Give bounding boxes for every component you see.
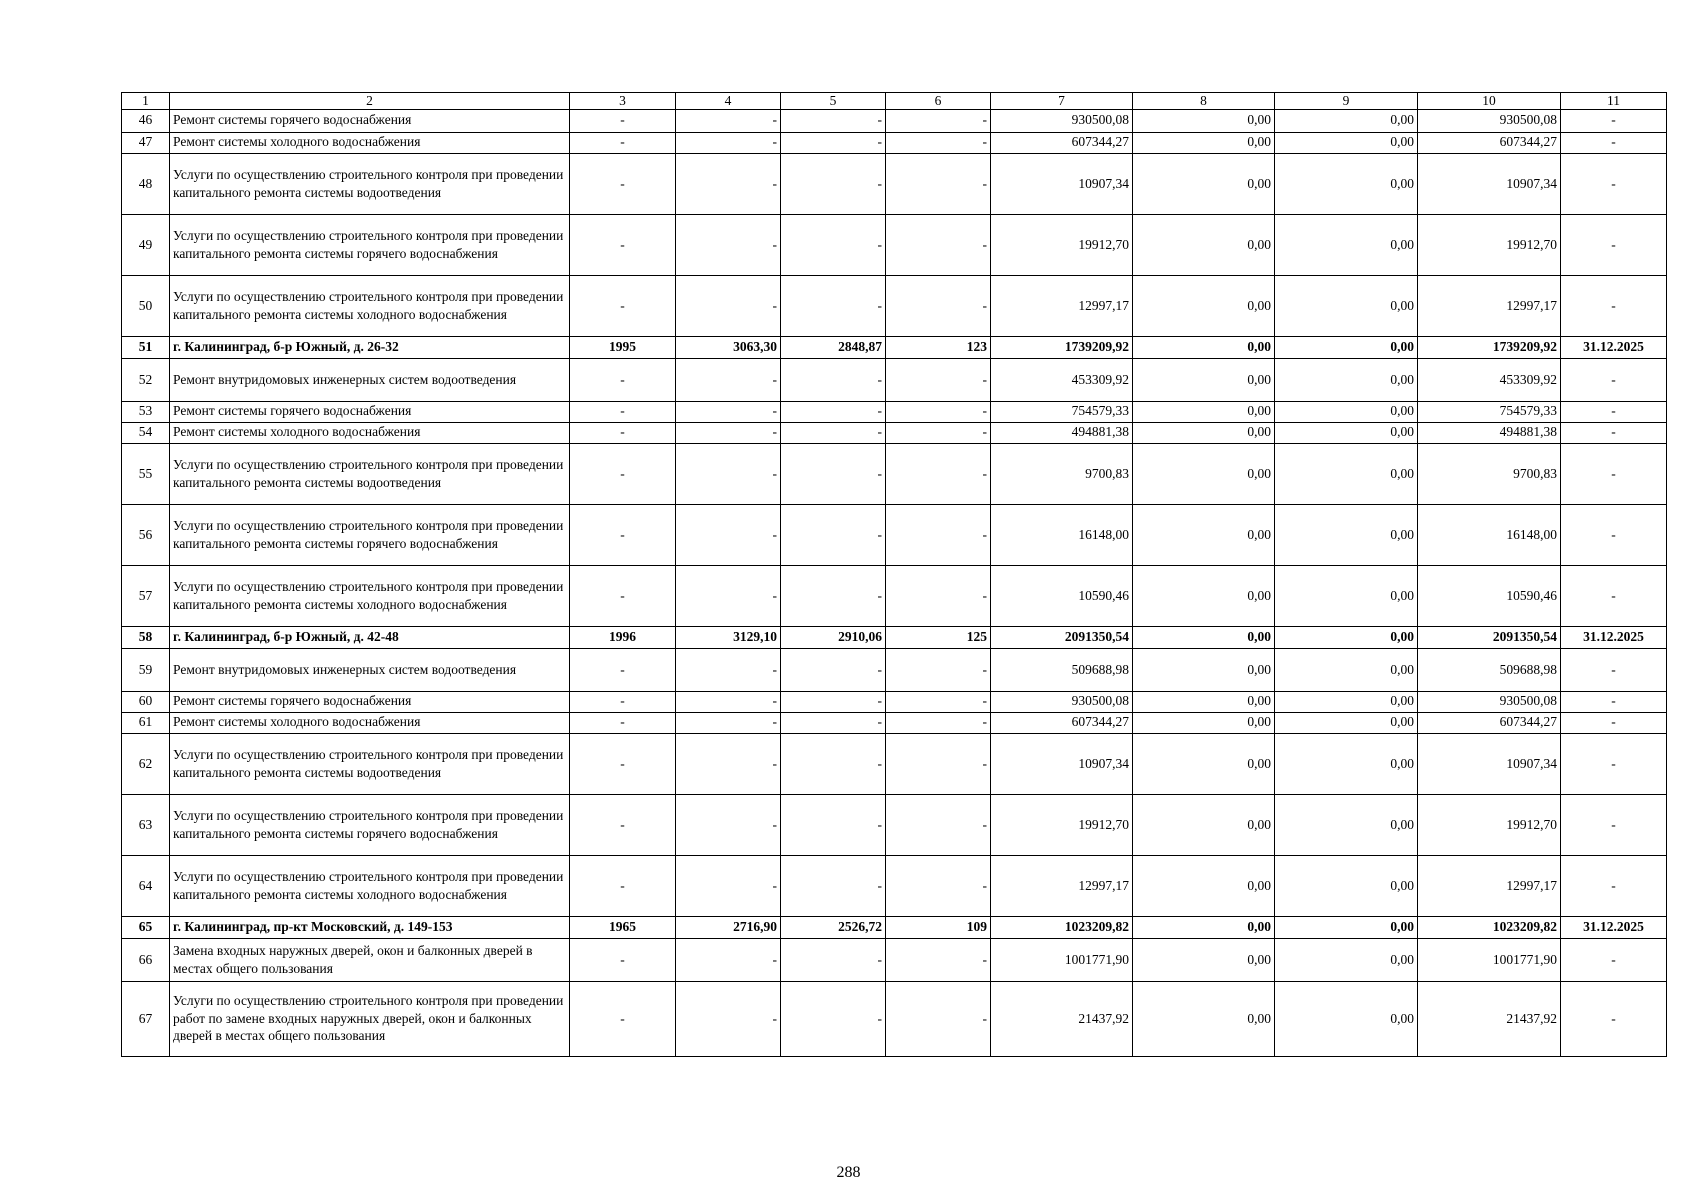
year-cell: - <box>570 712 676 733</box>
residents-cell: 109 <box>886 916 991 938</box>
year-cell: - <box>570 275 676 336</box>
budget-cell: 0,00 <box>1275 275 1418 336</box>
budget-cell: 0,00 <box>1275 712 1418 733</box>
row-number-cell: 46 <box>122 109 170 132</box>
work-row <box>122 214 1667 275</box>
fund-cell: 0,00 <box>1133 733 1275 794</box>
work-name-cell: Услуги по осуществлению строительного контроля при проведении капитального ремонта системы холодного водоснабжения <box>170 275 570 336</box>
column-number-cell: 4 <box>676 93 781 110</box>
total-area-cell: - <box>676 855 781 916</box>
owners-funds-cell: 21437,92 <box>1418 981 1561 1056</box>
owners-funds-cell: 10907,34 <box>1418 733 1561 794</box>
total-area-cell: - <box>676 691 781 712</box>
deadline-cell: 31.12.2025 <box>1561 626 1667 648</box>
total-area-cell: - <box>676 153 781 214</box>
budget-cell: 0,00 <box>1275 109 1418 132</box>
year-cell: - <box>570 422 676 443</box>
owners-funds-cell: 930500,08 <box>1418 691 1561 712</box>
living-area-cell: - <box>781 214 886 275</box>
work-name-cell: г. Калининград, б-р Южный, д. 42-48 <box>170 626 570 648</box>
living-area-cell: - <box>781 443 886 504</box>
work-name-cell: г. Калининград, пр-кт Московский, д. 149-153 <box>170 916 570 938</box>
budget-cell: 0,00 <box>1275 443 1418 504</box>
fund-cell: 0,00 <box>1133 504 1275 565</box>
residents-cell: - <box>886 153 991 214</box>
residents-cell: - <box>886 214 991 275</box>
row-number-cell: 57 <box>122 565 170 626</box>
work-name-cell: Услуги по осуществлению строительного контроля при проведении капитального ремонта системы водоотведения <box>170 733 570 794</box>
owners-funds-cell: 509688,98 <box>1418 648 1561 691</box>
year-cell: - <box>570 132 676 153</box>
fund-cell: 0,00 <box>1133 275 1275 336</box>
fund-cell: 0,00 <box>1133 916 1275 938</box>
fund-cell: 0,00 <box>1133 855 1275 916</box>
living-area-cell: - <box>781 275 886 336</box>
year-cell: - <box>570 981 676 1056</box>
residents-cell: - <box>886 712 991 733</box>
fund-cell: 0,00 <box>1133 712 1275 733</box>
owners-funds-cell: 19912,70 <box>1418 794 1561 855</box>
work-name-cell: Ремонт системы холодного водоснабжения <box>170 422 570 443</box>
total-area-cell: - <box>676 733 781 794</box>
fund-cell: 0,00 <box>1133 794 1275 855</box>
residents-cell: 125 <box>886 626 991 648</box>
year-cell: - <box>570 443 676 504</box>
work-name-cell: Услуги по осуществлению строительного контроля при проведении капитального ремонта системы горячего водоснабжения <box>170 504 570 565</box>
row-number-cell: 56 <box>122 504 170 565</box>
year-cell: - <box>570 504 676 565</box>
work-row <box>122 153 1667 214</box>
total-area-cell: - <box>676 712 781 733</box>
deadline-cell: - <box>1561 794 1667 855</box>
total-area-cell: - <box>676 648 781 691</box>
budget-cell: 0,00 <box>1275 336 1418 358</box>
deadline-cell: 31.12.2025 <box>1561 916 1667 938</box>
building-row <box>122 626 1667 648</box>
fund-cell: 0,00 <box>1133 981 1275 1056</box>
total-cost-cell: 1001771,90 <box>991 938 1133 981</box>
work-name-cell: Услуги по осуществлению строительного контроля при проведении капитального ремонта системы холодного водоснабжения <box>170 565 570 626</box>
owners-funds-cell: 607344,27 <box>1418 712 1561 733</box>
total-cost-cell: 494881,38 <box>991 422 1133 443</box>
owners-funds-cell: 930500,08 <box>1418 109 1561 132</box>
fund-cell: 0,00 <box>1133 938 1275 981</box>
residents-cell: - <box>886 981 991 1056</box>
living-area-cell: - <box>781 733 886 794</box>
fund-cell: 0,00 <box>1133 401 1275 422</box>
work-row <box>122 691 1667 712</box>
living-area-cell: - <box>781 132 886 153</box>
total-cost-cell: 607344,27 <box>991 712 1133 733</box>
owners-funds-cell: 12997,17 <box>1418 855 1561 916</box>
living-area-cell: - <box>781 109 886 132</box>
total-area-cell: - <box>676 358 781 401</box>
total-area-cell: 3129,10 <box>676 626 781 648</box>
year-cell: - <box>570 401 676 422</box>
work-row <box>122 981 1667 1056</box>
total-cost-cell: 453309,92 <box>991 358 1133 401</box>
residents-cell: - <box>886 855 991 916</box>
deadline-cell: - <box>1561 214 1667 275</box>
work-name-cell: Ремонт системы горячего водоснабжения <box>170 691 570 712</box>
residents-cell: - <box>886 401 991 422</box>
work-row <box>122 938 1667 981</box>
residents-cell: - <box>886 504 991 565</box>
total-cost-cell: 10590,46 <box>991 565 1133 626</box>
work-name-cell: Ремонт системы холодного водоснабжения <box>170 712 570 733</box>
total-area-cell: - <box>676 109 781 132</box>
year-cell: - <box>570 794 676 855</box>
residents-cell: - <box>886 275 991 336</box>
living-area-cell: - <box>781 855 886 916</box>
deadline-cell: - <box>1561 855 1667 916</box>
work-name-cell: Ремонт внутридомовых инженерных систем водоотведения <box>170 358 570 401</box>
work-name-cell: Услуги по осуществлению строительного контроля при проведении капитального ремонта системы водоотведения <box>170 443 570 504</box>
total-area-cell: - <box>676 443 781 504</box>
total-cost-cell: 16148,00 <box>991 504 1133 565</box>
deadline-cell: - <box>1561 712 1667 733</box>
work-row <box>122 132 1667 153</box>
deadline-cell: - <box>1561 981 1667 1056</box>
work-name-cell: Ремонт системы холодного водоснабжения <box>170 132 570 153</box>
row-number-cell: 61 <box>122 712 170 733</box>
deadline-cell: - <box>1561 691 1667 712</box>
owners-funds-cell: 10907,34 <box>1418 153 1561 214</box>
deadline-cell: - <box>1561 132 1667 153</box>
owners-funds-cell: 12997,17 <box>1418 275 1561 336</box>
work-row <box>122 794 1667 855</box>
year-cell: 1965 <box>570 916 676 938</box>
column-number-row <box>122 93 1667 110</box>
budget-cell: 0,00 <box>1275 855 1418 916</box>
row-number-cell: 65 <box>122 916 170 938</box>
work-row <box>122 565 1667 626</box>
total-area-cell: - <box>676 565 781 626</box>
total-cost-cell: 607344,27 <box>991 132 1133 153</box>
living-area-cell: - <box>781 981 886 1056</box>
year-cell: - <box>570 938 676 981</box>
work-row <box>122 358 1667 401</box>
row-number-cell: 50 <box>122 275 170 336</box>
total-area-cell: - <box>676 275 781 336</box>
living-area-cell: - <box>781 422 886 443</box>
living-area-cell: - <box>781 938 886 981</box>
budget-cell: 0,00 <box>1275 565 1418 626</box>
budget-cell: 0,00 <box>1275 794 1418 855</box>
total-area-cell: - <box>676 938 781 981</box>
total-cost-cell: 12997,17 <box>991 855 1133 916</box>
total-area-cell: - <box>676 214 781 275</box>
living-area-cell: - <box>781 794 886 855</box>
residents-cell: - <box>886 733 991 794</box>
total-cost-cell: 19912,70 <box>991 214 1133 275</box>
work-row <box>122 275 1667 336</box>
column-number-cell: 6 <box>886 93 991 110</box>
row-number-cell: 60 <box>122 691 170 712</box>
work-name-cell: Ремонт системы горячего водоснабжения <box>170 401 570 422</box>
living-area-cell: - <box>781 565 886 626</box>
column-number-cell: 9 <box>1275 93 1418 110</box>
year-cell: - <box>570 109 676 132</box>
owners-funds-cell: 494881,38 <box>1418 422 1561 443</box>
budget-cell: 0,00 <box>1275 938 1418 981</box>
fund-cell: 0,00 <box>1133 565 1275 626</box>
row-number-cell: 49 <box>122 214 170 275</box>
living-area-cell: - <box>781 691 886 712</box>
row-number-cell: 54 <box>122 422 170 443</box>
year-cell: - <box>570 214 676 275</box>
total-cost-cell: 10907,34 <box>991 153 1133 214</box>
budget-cell: 0,00 <box>1275 422 1418 443</box>
living-area-cell: - <box>781 401 886 422</box>
budget-cell: 0,00 <box>1275 401 1418 422</box>
deadline-cell: - <box>1561 358 1667 401</box>
deadline-cell: - <box>1561 422 1667 443</box>
deadline-cell: - <box>1561 565 1667 626</box>
column-number-cell: 3 <box>570 93 676 110</box>
owners-funds-cell: 1023209,82 <box>1418 916 1561 938</box>
work-name-cell: Услуги по осуществлению строительного контроля при проведении капитального ремонта системы горячего водоснабжения <box>170 794 570 855</box>
deadline-cell: 31.12.2025 <box>1561 336 1667 358</box>
total-cost-cell: 1739209,92 <box>991 336 1133 358</box>
column-number-cell: 7 <box>991 93 1133 110</box>
year-cell: 1995 <box>570 336 676 358</box>
work-row <box>122 109 1667 132</box>
column-number-cell: 2 <box>170 93 570 110</box>
fund-cell: 0,00 <box>1133 691 1275 712</box>
deadline-cell: - <box>1561 504 1667 565</box>
owners-funds-cell: 1001771,90 <box>1418 938 1561 981</box>
living-area-cell: 2526,72 <box>781 916 886 938</box>
year-cell: - <box>570 855 676 916</box>
living-area-cell: 2910,06 <box>781 626 886 648</box>
year-cell: - <box>570 733 676 794</box>
total-cost-cell: 509688,98 <box>991 648 1133 691</box>
total-area-cell: - <box>676 504 781 565</box>
residents-cell: - <box>886 691 991 712</box>
total-cost-cell: 21437,92 <box>991 981 1133 1056</box>
work-row <box>122 733 1667 794</box>
residents-cell: - <box>886 422 991 443</box>
residents-cell: - <box>886 109 991 132</box>
work-name-cell: Ремонт системы горячего водоснабжения <box>170 109 570 132</box>
fund-cell: 0,00 <box>1133 443 1275 504</box>
living-area-cell: - <box>781 648 886 691</box>
residents-cell: 123 <box>886 336 991 358</box>
residents-cell: - <box>886 565 991 626</box>
year-cell: - <box>570 153 676 214</box>
building-row <box>122 336 1667 358</box>
budget-cell: 0,00 <box>1275 648 1418 691</box>
residents-cell: - <box>886 358 991 401</box>
living-area-cell: - <box>781 358 886 401</box>
row-number-cell: 47 <box>122 132 170 153</box>
budget-cell: 0,00 <box>1275 132 1418 153</box>
row-number-cell: 53 <box>122 401 170 422</box>
living-area-cell: 2848,87 <box>781 336 886 358</box>
budget-cell: 0,00 <box>1275 626 1418 648</box>
year-cell: 1996 <box>570 626 676 648</box>
residents-cell: - <box>886 443 991 504</box>
budget-cell: 0,00 <box>1275 358 1418 401</box>
total-cost-cell: 12997,17 <box>991 275 1133 336</box>
row-number-cell: 59 <box>122 648 170 691</box>
column-number-cell: 8 <box>1133 93 1275 110</box>
total-cost-cell: 1023209,82 <box>991 916 1133 938</box>
row-number-cell: 62 <box>122 733 170 794</box>
owners-funds-cell: 10590,46 <box>1418 565 1561 626</box>
year-cell: - <box>570 691 676 712</box>
fund-cell: 0,00 <box>1133 132 1275 153</box>
owners-funds-cell: 607344,27 <box>1418 132 1561 153</box>
living-area-cell: - <box>781 712 886 733</box>
work-row <box>122 712 1667 733</box>
deadline-cell: - <box>1561 648 1667 691</box>
deadline-cell: - <box>1561 443 1667 504</box>
year-cell: - <box>570 565 676 626</box>
total-area-cell: - <box>676 132 781 153</box>
deadline-cell: - <box>1561 275 1667 336</box>
work-row <box>122 855 1667 916</box>
year-cell: - <box>570 358 676 401</box>
budget-cell: 0,00 <box>1275 981 1418 1056</box>
work-row <box>122 504 1667 565</box>
owners-funds-cell: 16148,00 <box>1418 504 1561 565</box>
residents-cell: - <box>886 648 991 691</box>
row-number-cell: 64 <box>122 855 170 916</box>
work-name-cell: Услуги по осуществлению строительного контроля при проведении капитального ремонта системы горячего водоснабжения <box>170 214 570 275</box>
row-number-cell: 63 <box>122 794 170 855</box>
total-cost-cell: 2091350,54 <box>991 626 1133 648</box>
works-table <box>121 92 1667 1057</box>
fund-cell: 0,00 <box>1133 153 1275 214</box>
total-cost-cell: 930500,08 <box>991 691 1133 712</box>
work-row <box>122 443 1667 504</box>
work-name-cell: Услуги по осуществлению строительного контроля при проведении капитального ремонта системы холодного водоснабжения <box>170 855 570 916</box>
work-row <box>122 401 1667 422</box>
year-cell: - <box>570 648 676 691</box>
deadline-cell: - <box>1561 153 1667 214</box>
fund-cell: 0,00 <box>1133 358 1275 401</box>
work-row <box>122 648 1667 691</box>
fund-cell: 0,00 <box>1133 648 1275 691</box>
deadline-cell: - <box>1561 109 1667 132</box>
fund-cell: 0,00 <box>1133 109 1275 132</box>
column-number-cell: 11 <box>1561 93 1667 110</box>
living-area-cell: - <box>781 153 886 214</box>
deadline-cell: - <box>1561 733 1667 794</box>
deadline-cell: - <box>1561 938 1667 981</box>
fund-cell: 0,00 <box>1133 626 1275 648</box>
column-number-cell: 5 <box>781 93 886 110</box>
row-number-cell: 48 <box>122 153 170 214</box>
owners-funds-cell: 1739209,92 <box>1418 336 1561 358</box>
work-name-cell: Ремонт внутридомовых инженерных систем водоотведения <box>170 648 570 691</box>
row-number-cell: 51 <box>122 336 170 358</box>
work-name-cell: Замена входных наружных дверей, окон и балконных дверей в местах общего пользования <box>170 938 570 981</box>
page-number: 288 <box>836 1164 861 1181</box>
total-area-cell: - <box>676 422 781 443</box>
owners-funds-cell: 2091350,54 <box>1418 626 1561 648</box>
row-number-cell: 66 <box>122 938 170 981</box>
row-number-cell: 55 <box>122 443 170 504</box>
budget-cell: 0,00 <box>1275 733 1418 794</box>
total-area-cell: - <box>676 981 781 1056</box>
fund-cell: 0,00 <box>1133 422 1275 443</box>
budget-cell: 0,00 <box>1275 916 1418 938</box>
work-row <box>122 422 1667 443</box>
budget-cell: 0,00 <box>1275 214 1418 275</box>
row-number-cell: 67 <box>122 981 170 1056</box>
total-area-cell: 3063,30 <box>676 336 781 358</box>
work-name-cell: г. Калининград, б-р Южный, д. 26-32 <box>170 336 570 358</box>
total-area-cell: 2716,90 <box>676 916 781 938</box>
row-number-cell: 52 <box>122 358 170 401</box>
budget-cell: 0,00 <box>1275 504 1418 565</box>
work-name-cell: Услуги по осуществлению строительного контроля при проведении работ по замене входных наружных дверей, окон и балконных дверей в местах общего пользования <box>170 981 570 1056</box>
total-cost-cell: 9700,83 <box>991 443 1133 504</box>
fund-cell: 0,00 <box>1133 336 1275 358</box>
work-name-cell: Услуги по осуществлению строительного контроля при проведении капитального ремонта системы водоотведения <box>170 153 570 214</box>
living-area-cell: - <box>781 504 886 565</box>
owners-funds-cell: 19912,70 <box>1418 214 1561 275</box>
column-number-cell: 1 <box>122 93 170 110</box>
row-number-cell: 58 <box>122 626 170 648</box>
budget-cell: 0,00 <box>1275 691 1418 712</box>
total-cost-cell: 19912,70 <box>991 794 1133 855</box>
deadline-cell: - <box>1561 401 1667 422</box>
residents-cell: - <box>886 132 991 153</box>
building-row <box>122 916 1667 938</box>
total-area-cell: - <box>676 794 781 855</box>
owners-funds-cell: 754579,33 <box>1418 401 1561 422</box>
residents-cell: - <box>886 938 991 981</box>
fund-cell: 0,00 <box>1133 214 1275 275</box>
owners-funds-cell: 453309,92 <box>1418 358 1561 401</box>
total-area-cell: - <box>676 401 781 422</box>
budget-cell: 0,00 <box>1275 153 1418 214</box>
total-cost-cell: 10907,34 <box>991 733 1133 794</box>
column-number-cell: 10 <box>1418 93 1561 110</box>
total-cost-cell: 930500,08 <box>991 109 1133 132</box>
total-cost-cell: 754579,33 <box>991 401 1133 422</box>
residents-cell: - <box>886 794 991 855</box>
owners-funds-cell: 9700,83 <box>1418 443 1561 504</box>
